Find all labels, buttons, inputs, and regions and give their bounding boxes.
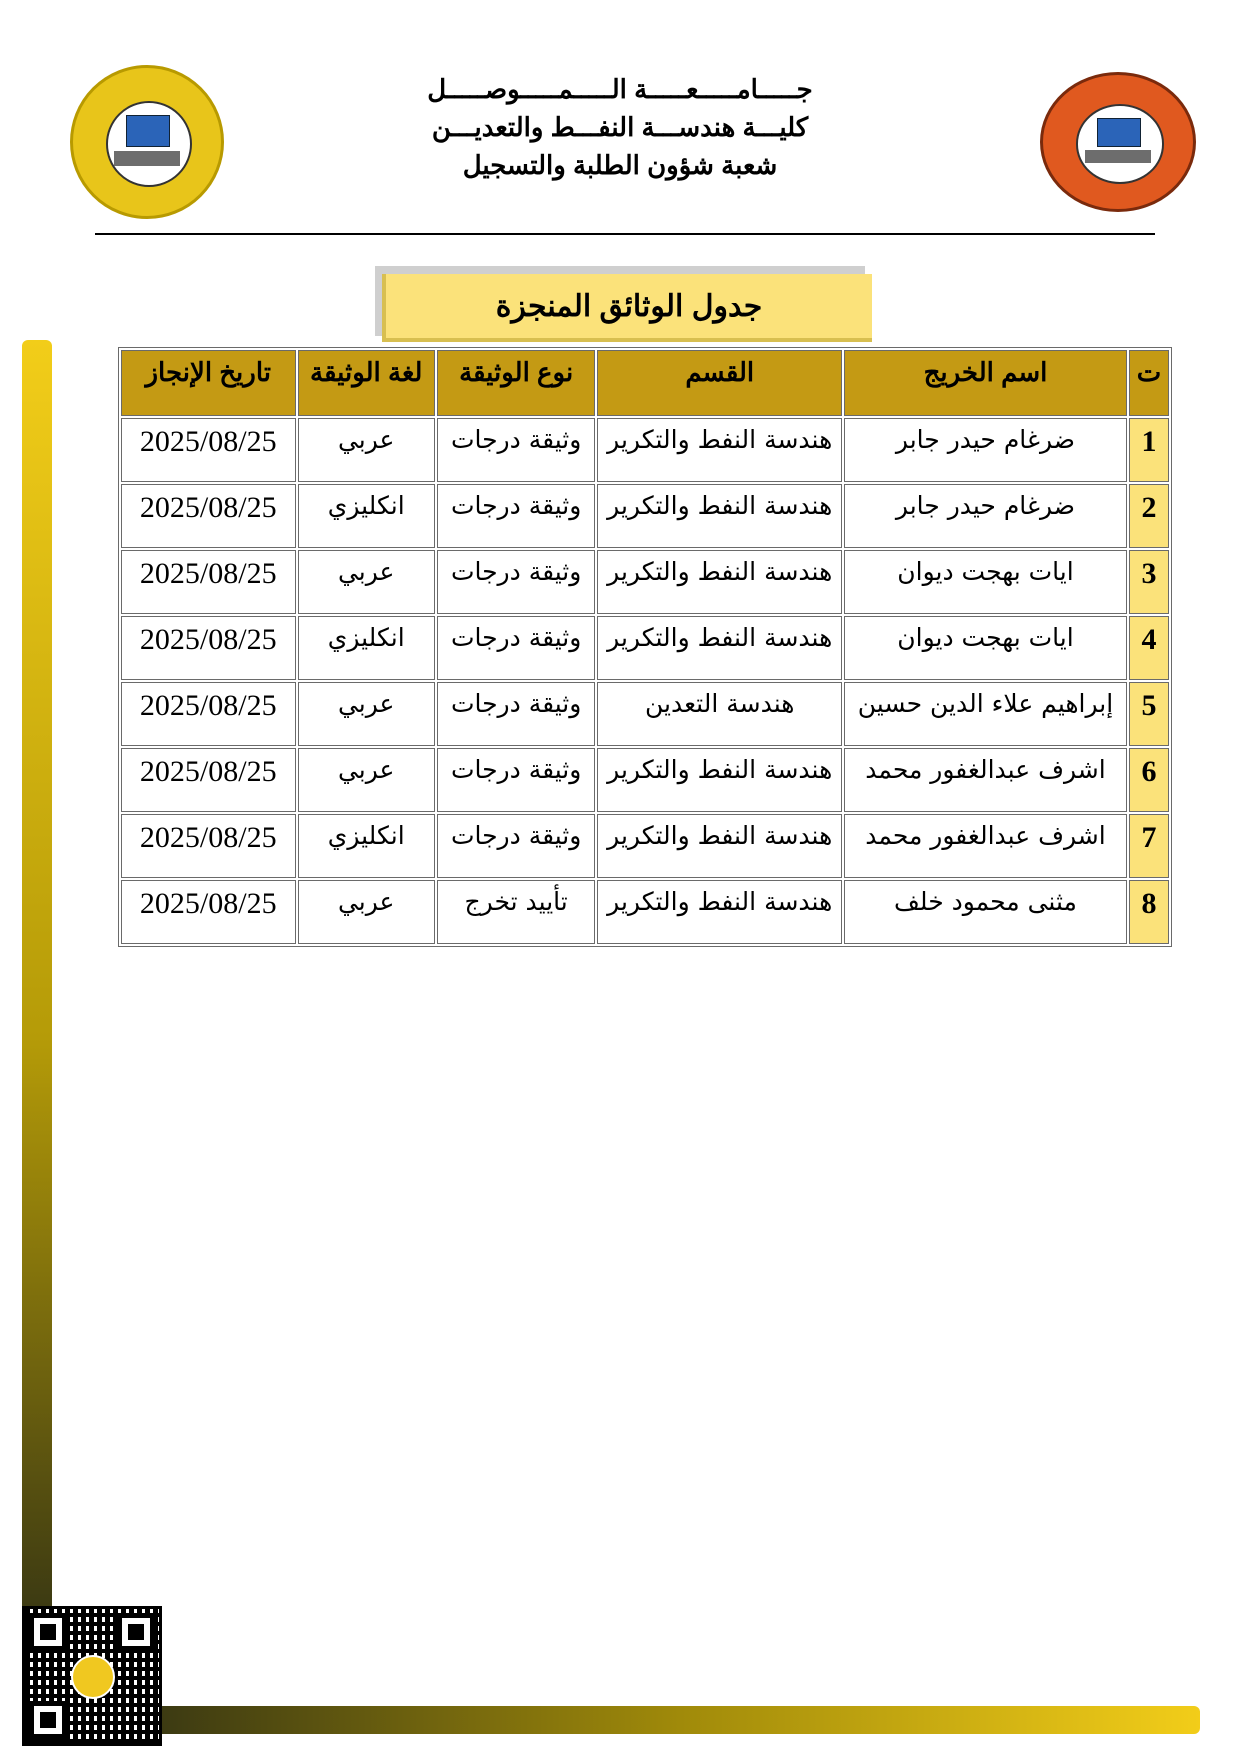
document-type: تأييد تخرج <box>437 880 595 944</box>
qr-finder-pattern <box>117 1613 155 1651</box>
college-logo <box>70 65 224 219</box>
completion-date: 2025/08/25 <box>121 484 296 548</box>
graduate-name: ضرغام حيدر جابر <box>844 484 1127 548</box>
bottom-decor-bar <box>160 1706 1200 1734</box>
university-logo <box>1040 72 1196 212</box>
department: هندسة النفط والتكرير <box>597 616 842 680</box>
document-type: وثيقة درجات <box>437 682 595 746</box>
table-row <box>121 484 1169 548</box>
header-divider <box>95 233 1155 235</box>
graduate-name: ايات بهجت ديوان <box>844 616 1127 680</box>
document-type: وثيقة درجات <box>437 616 595 680</box>
letterhead <box>340 70 900 184</box>
column-header-document-type: نوع الوثيقة <box>437 350 595 416</box>
department: هندسة النفط والتكرير <box>597 748 842 812</box>
column-header-index: ت <box>1129 350 1169 416</box>
document-language: انكليزي <box>298 814 435 878</box>
qr-center-logo-icon <box>71 1655 115 1699</box>
completion-date: 2025/08/25 <box>121 814 296 878</box>
graduate-name: ضرغام حيدر جابر <box>844 418 1127 482</box>
emblem-base <box>1085 150 1151 163</box>
graduate-name: اشرف عبدالغفور محمد <box>844 814 1127 878</box>
documents-table <box>118 347 1172 947</box>
graduate-name: مثنى محمود خلف <box>844 880 1127 944</box>
document-type: وثيقة درجات <box>437 814 595 878</box>
row-index: 2 <box>1129 484 1169 548</box>
completion-date: 2025/08/25 <box>121 550 296 614</box>
document-type: وثيقة درجات <box>437 748 595 812</box>
document-type: وثيقة درجات <box>437 550 595 614</box>
document-language: عربي <box>298 748 435 812</box>
table-row <box>121 682 1169 746</box>
column-header-department: القسم <box>597 350 842 416</box>
department: هندسة النفط والتكرير <box>597 880 842 944</box>
completion-date: 2025/08/25 <box>121 682 296 746</box>
row-index: 6 <box>1129 748 1169 812</box>
emblem-base <box>114 151 179 166</box>
table-row <box>121 880 1169 944</box>
department: هندسة النفط والتكرير <box>597 418 842 482</box>
row-index: 1 <box>1129 418 1169 482</box>
side-decor-bar <box>22 340 52 1610</box>
row-index: 5 <box>1129 682 1169 746</box>
university-name: جـــــامـــــعـــــة الـــــمـــــوصـــــل <box>427 74 813 104</box>
row-index: 7 <box>1129 814 1169 878</box>
document-language: عربي <box>298 418 435 482</box>
column-header-graduate-name: اسم الخريج <box>844 350 1127 416</box>
table-row <box>121 748 1169 812</box>
book-icon <box>126 115 169 147</box>
completion-date: 2025/08/25 <box>121 748 296 812</box>
completion-date: 2025/08/25 <box>121 880 296 944</box>
row-index: 8 <box>1129 880 1169 944</box>
row-index: 4 <box>1129 616 1169 680</box>
column-header-completion-date: تاريخ الإنجاز <box>121 350 296 416</box>
book-icon <box>1097 118 1141 147</box>
division-name: شعبة شؤون الطلبة والتسجيل <box>462 150 778 180</box>
document-language: انكليزي <box>298 484 435 548</box>
table-row <box>121 616 1169 680</box>
row-index: 3 <box>1129 550 1169 614</box>
column-header-document-language: لغة الوثيقة <box>298 350 435 416</box>
table-row <box>121 418 1169 482</box>
document-language: عربي <box>298 880 435 944</box>
completion-date: 2025/08/25 <box>121 418 296 482</box>
department: هندسة النفط والتكرير <box>597 484 842 548</box>
table-row <box>121 550 1169 614</box>
document-language: عربي <box>298 682 435 746</box>
document-type: وثيقة درجات <box>437 418 595 482</box>
document-title: جدول الوثائق المنجزة <box>382 274 872 342</box>
graduate-name: ايات بهجت ديوان <box>844 550 1127 614</box>
document-type: وثيقة درجات <box>437 484 595 548</box>
table-row <box>121 814 1169 878</box>
department: هندسة التعدين <box>597 682 842 746</box>
department: هندسة النفط والتكرير <box>597 814 842 878</box>
table-header-row <box>121 350 1169 416</box>
completion-date: 2025/08/25 <box>121 616 296 680</box>
verification-qr-code[interactable] <box>22 1606 162 1746</box>
graduate-name: إبراهيم علاء الدين حسين <box>844 682 1127 746</box>
department: هندسة النفط والتكرير <box>597 550 842 614</box>
graduate-name: اشرف عبدالغفور محمد <box>844 748 1127 812</box>
college-name: كليـــة هندســـة النفـــط والتعديـــن <box>431 112 809 142</box>
qr-finder-pattern <box>29 1613 67 1651</box>
qr-finder-pattern <box>29 1701 67 1739</box>
document-language: انكليزي <box>298 616 435 680</box>
document-language: عربي <box>298 550 435 614</box>
